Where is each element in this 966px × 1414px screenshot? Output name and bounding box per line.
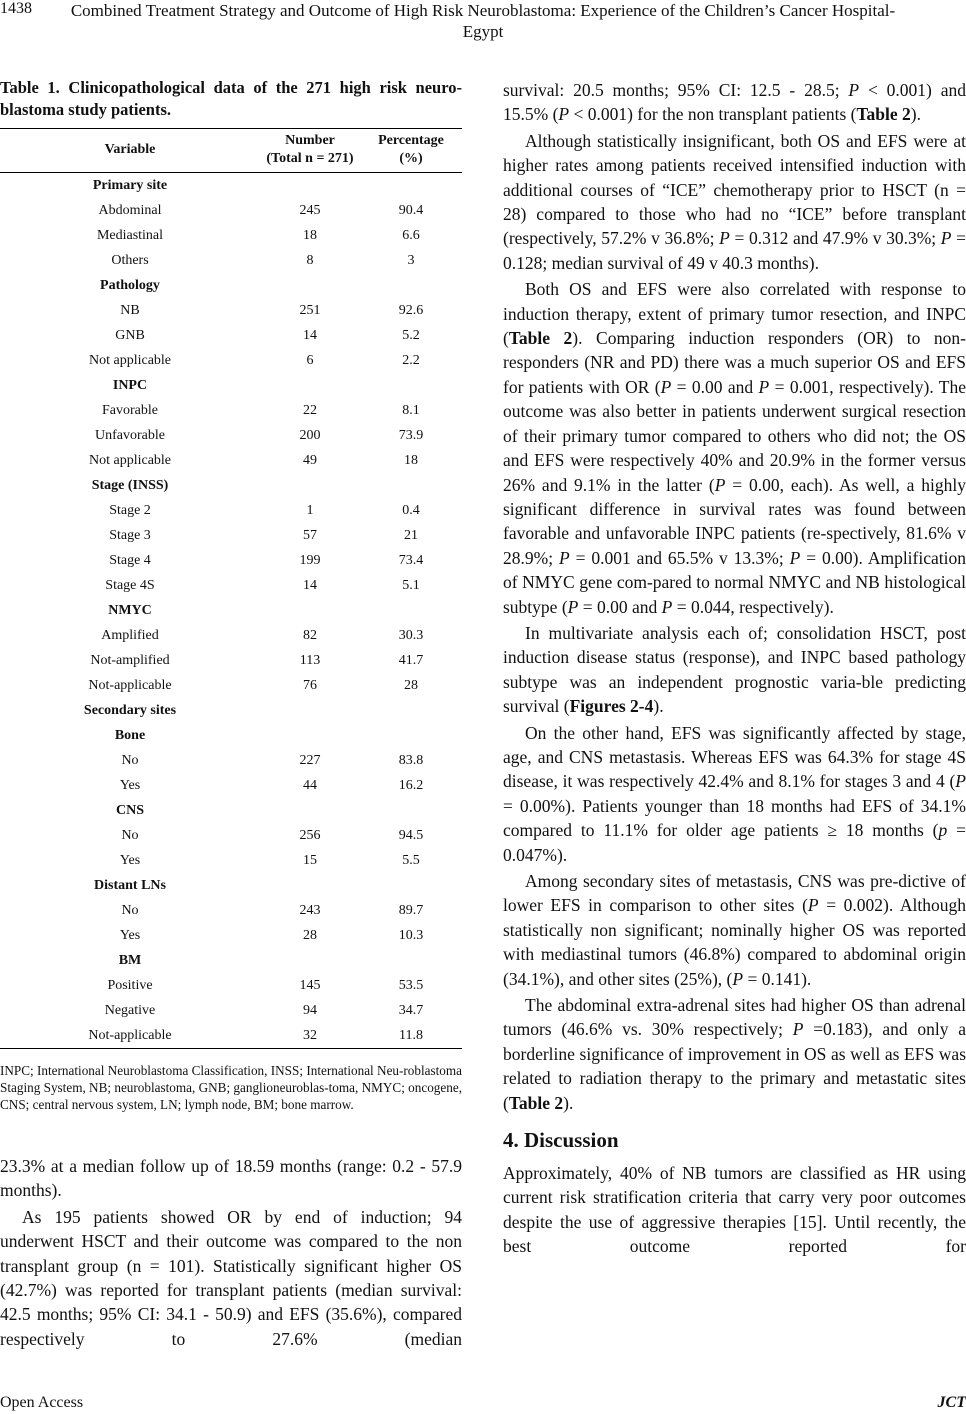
footer-journal: JCT [937, 1394, 966, 1411]
cell-label: BM [118, 952, 142, 968]
table-row [0, 448, 462, 473]
text-run: Although statistically insignificant, both OS and EFS were at higher rates among patients received intensified induction with additional courses of “ICE” chemotherapy prior to HSCT (n = 28) compared to those who had no “ICE” before transplant (respectively, 57.2% v 36.8%; [503, 130, 966, 249]
table-row [0, 648, 462, 673]
table-row [0, 498, 462, 523]
cell-n: 22 [303, 402, 317, 418]
cell-pct: 2.2 [402, 352, 420, 368]
cell-n: 1 [306, 502, 314, 518]
cell-pct: 16.2 [398, 777, 424, 793]
cell-n: 200 [299, 427, 321, 443]
table-row [0, 323, 462, 348]
table-header-row [0, 129, 462, 173]
paragraph [503, 277, 966, 619]
header-variable: Variable [104, 142, 156, 157]
text-run: = 0.141). [743, 968, 812, 989]
cell-n: 199 [299, 552, 321, 568]
cell-label: Mediastinal [96, 227, 164, 243]
table-row [0, 523, 462, 548]
cell-label: Not-applicable [88, 677, 172, 693]
cell-label: Others [111, 252, 149, 268]
table-group-row [0, 473, 462, 498]
paragraph [503, 1161, 966, 1259]
italic-run: P [940, 228, 952, 249]
header-percentage-label: Percentage [378, 133, 444, 148]
cell-pct: 92.6 [398, 302, 424, 318]
table-row [0, 823, 462, 848]
table-row [0, 198, 462, 223]
text-run: = 0.00 and [671, 376, 759, 397]
table-caption: Table 1. Clinicopathological data of the 271 high risk neuro-blastoma study patients. [0, 78, 462, 119]
cell-pct: 94.5 [398, 827, 424, 843]
cell-pct: 73.9 [398, 427, 424, 443]
table-row [0, 898, 462, 923]
text-run: ). Comparing induction responders (OR) to non-responders (NR and PD) there was a much superior OS and EFS for patients with OR ( [503, 328, 966, 397]
cell-label: No [121, 752, 139, 768]
cell-label: No [121, 902, 139, 918]
text-run: = 0.128; median survival of 49 v 40.3 months). [503, 228, 966, 273]
cell-label: Negative [104, 1002, 156, 1018]
cell-n: 82 [303, 627, 317, 643]
cell-label: Amplified [101, 627, 159, 643]
cell-pct: 30.3 [398, 627, 424, 643]
table-group-row [0, 273, 462, 298]
text-run: On the other hand, EFS was significantly affected by stage, age, and CNS metastasis. Whereas EFS was 64.3% for stage 4S disease, it was respectively 42.4% and 8.1% for stages 3 and 4 ( [503, 722, 966, 792]
text-run: = 0.00%). Patients younger than 18 months had EFS of 34.1% compared to 11.1% for older age patients ≥ 18 months ( [503, 795, 966, 841]
cell-n: 49 [303, 452, 317, 468]
table-group-row [0, 723, 462, 748]
cell-n: 227 [299, 752, 321, 768]
table-row [0, 223, 462, 248]
cell-label: Stage 4 [109, 552, 151, 568]
header-number [260, 129, 360, 173]
paragraph [0, 1205, 462, 1351]
table-row [0, 623, 462, 648]
cell-n: 15 [303, 852, 317, 868]
reference-link[interactable]: Table 2 [508, 1092, 564, 1113]
text-run: The abdominal extra-adrenal sites had higher OS than adrenal tumors (46.6% vs. 30% respectively; [503, 995, 966, 1040]
cell-pct: 5.1 [402, 577, 420, 593]
cell-label: Favorable [102, 402, 158, 418]
text-run: ). [653, 696, 664, 717]
cell-label: Distant LNs [94, 877, 166, 893]
cell-label: Not-amplified [90, 652, 170, 668]
cell-label: Bone [114, 727, 146, 743]
header-number-label: Number [285, 133, 335, 148]
italic-run: p [938, 820, 948, 841]
cell-n: 6 [306, 352, 314, 368]
cell-pct: 5.5 [402, 852, 420, 868]
cell-label: Pathology [100, 277, 160, 293]
italic-run: P [789, 547, 801, 568]
cell-label: CNS [115, 802, 144, 818]
cell-n: 113 [299, 652, 321, 668]
table-row [0, 673, 462, 698]
table-group-row [0, 873, 462, 898]
italic-run: P [714, 474, 726, 495]
cell-pct: 18 [404, 452, 418, 468]
cell-pct: 83.8 [398, 752, 424, 768]
text-run: < 0.001) for the non transplant patients ( [569, 104, 857, 125]
cell-label: Stage 3 [109, 527, 151, 543]
paragraph [503, 129, 966, 275]
running-title: Combined Treatment Strategy and Outcome of High Risk Neuroblastoma: Experience of the Children’s Cancer Hospital-Egypt [70, 1, 896, 41]
cell-pct: 11.8 [399, 1027, 423, 1043]
table-row [0, 773, 462, 798]
italic-run: P [807, 895, 819, 916]
cell-n: 76 [303, 677, 317, 693]
italic-run: P [792, 1019, 804, 1040]
cell-pct: 3 [407, 252, 415, 268]
table-row [0, 1023, 462, 1049]
text-run: Approximately, 40% of NB tumors are classified as HR using current risk stratification criteria that carry very poor outcomes despite the use of aggressive therapies [15]. Until recently, the best outcome reported for [503, 1163, 966, 1257]
cell-label: Stage (INSS) [91, 477, 169, 493]
left-column-body [0, 1154, 462, 1353]
footer-open-access: Open Access [0, 1394, 84, 1411]
header-percentage-sub: (%) [399, 151, 423, 166]
text-run: = 0.001, respectively). The outcome was also better in patients underwent surgical resection of their primary tumor compared to others who did not; the OS and EFS were respectively 40% and 20.9% in the former versus 26% and 9.1% in the latter ( [503, 376, 966, 495]
cell-n: 251 [299, 302, 321, 318]
text-run: survival: 20.5 months; 95% CI: 12.5 - 28.5; [503, 80, 849, 100]
cell-pct: 34.7 [398, 1002, 424, 1018]
table-row [0, 848, 462, 873]
text-run: Both OS and EFS were also correlated with response to induction therapy, extent of primary tumor resection, and INPC ( [503, 279, 966, 349]
italic-run: P [732, 968, 744, 989]
italic-run: P [848, 80, 860, 100]
cell-n: 14 [303, 577, 317, 593]
cell-pct: 6.6 [402, 227, 420, 243]
cell-label: NMYC [108, 602, 152, 618]
text-run: In multivariate analysis each of; consolidation HSCT, post induction disease status (response), and INPC based pathology subtype was an independent prognostic varia-ble predicting survival ( [503, 622, 966, 717]
reference-link[interactable]: Figures 2-4 [569, 696, 654, 717]
table-row [0, 398, 462, 423]
table-row [0, 248, 462, 273]
italic-run: P [567, 596, 579, 617]
cell-n: 243 [299, 902, 321, 918]
cell-label: INPC [112, 377, 148, 393]
cell-pct: 53.5 [398, 977, 424, 993]
cell-label: Not applicable [88, 452, 172, 468]
cell-label: Abdominal [98, 202, 162, 218]
clinicopathological-table [0, 128, 462, 1049]
italic-run: P [661, 596, 673, 617]
text-run: = 0.312 and 47.9% v 30.3%; [729, 228, 941, 249]
text-run: As 195 patients showed OR by end of induction; 94 underwent HSCT and their outcome was compared to the non transplant group (n = 101). Statistically significant higher OS (42.7%) was reported for transplant patients (median survival: 42.5 months; 95% CI: 34.1 - 50.9) and EFS (35.6%), compared respectively to 27.6% (median [0, 1206, 462, 1349]
cell-n: 94 [303, 1002, 317, 1018]
cell-label: GNB [115, 327, 145, 343]
cell-n: 44 [303, 777, 317, 793]
italic-run: P [660, 376, 672, 397]
table-group-row [0, 173, 462, 199]
header-percentage [360, 129, 462, 173]
table-row [0, 423, 462, 448]
cell-pct: 73.4 [398, 552, 424, 568]
text-run: Among secondary sites of metastasis, CNS was pre-dictive of lower EFS in comparison to other sites ( [503, 871, 966, 916]
cell-label: Not-applicable [88, 1027, 172, 1043]
cell-n: 57 [303, 527, 317, 543]
text-run: ). [910, 104, 921, 125]
section-heading: 4. Discussion [503, 1128, 619, 1153]
cell-n: 28 [303, 927, 317, 943]
cell-label: Stage 4S [105, 577, 155, 593]
cell-n: 145 [299, 977, 321, 993]
paragraph [503, 721, 966, 867]
table-row [0, 748, 462, 773]
cell-pct: 10.3 [398, 927, 424, 943]
italic-run: P [558, 547, 570, 568]
text-run: = 0.00). Amplification of NMYC gene com-pared to normal NMYC and NB histological subtype ( [503, 547, 966, 617]
cell-n: 8 [306, 252, 314, 268]
cell-pct: 41.7 [398, 652, 424, 668]
paragraph [0, 1154, 462, 1203]
text-run: = 0.044, respectively). [672, 596, 834, 617]
cell-label: NB [120, 302, 140, 318]
cell-pct: 90.4 [398, 202, 424, 218]
cell-pct: 0.4 [402, 502, 420, 518]
cell-label: Unfavorable [95, 427, 165, 443]
cell-label: Yes [119, 927, 141, 943]
cell-pct: 28 [404, 677, 418, 693]
cell-label: Yes [119, 777, 141, 793]
text-run: =0.183), and only a borderline significance of improvement in OS as well as EFS was related to radiation therapy to the primary and metastatic sites ( [503, 1019, 966, 1113]
reference-link[interactable]: Table 2 [856, 104, 911, 125]
text-run: < 0.001) and 15.5% ( [503, 80, 966, 125]
cell-n: 32 [303, 1027, 317, 1043]
italic-run: P [558, 104, 570, 125]
cell-n: 256 [299, 827, 321, 843]
text-run: = 0.001 and 65.5% v 13.3%; [569, 547, 790, 568]
cell-label: Positive [107, 977, 153, 993]
cell-label: Primary site [92, 177, 168, 193]
text-run: 23.3% at a median follow up of 18.59 months (range: 0.2 - 57.9 months). [0, 1156, 462, 1201]
text-run: = 0.002). Although statistically non significant; nominally higher OS was reported with mediastinal tumors (46.8%) compared to abdominal origin (34.1%), and other sites (25%), ( [503, 895, 966, 989]
table-footnote: INPC; International Neuroblastoma Classification, INSS; International Neu-roblastoma Staging System, NB; neuroblastoma, GNB; ganglioneuroblas-toma, NMYC; oncogene, CNS; central nervous system, LN; lymph node, BM; bone marrow. [0, 1063, 462, 1112]
text-run: = 0.00 and [578, 596, 662, 617]
page-number: 1438 [0, 0, 32, 17]
table-row [0, 923, 462, 948]
header-number-sub: (Total n = 271) [266, 151, 354, 166]
cell-pct: 5.2 [402, 327, 420, 343]
table-group-row [0, 698, 462, 723]
paragraph [503, 621, 966, 719]
table-row [0, 348, 462, 373]
text-run: ). [563, 1092, 574, 1113]
cell-label: No [121, 827, 139, 843]
page-footer [0, 1394, 966, 1412]
table-row [0, 298, 462, 323]
table-row [0, 973, 462, 998]
cell-label: Stage 2 [109, 502, 151, 518]
table-group-row [0, 373, 462, 398]
reference-link[interactable]: Table 2 [508, 328, 573, 349]
right-column-body [503, 78, 966, 1261]
table-group-row [0, 598, 462, 623]
table-group-row [0, 948, 462, 973]
cell-label: Yes [119, 852, 141, 868]
italic-run: P [719, 228, 730, 249]
italic-run: P [955, 771, 966, 792]
cell-pct: 8.1 [402, 402, 420, 418]
cell-n: 245 [299, 202, 321, 218]
cell-label: Not applicable [88, 352, 172, 368]
text-run: = 0.00, each). As well, a highly significant difference in survival rates was found between favorable and unfavorable INPC patients (re-spectively, 81.6% v 28.9%; [503, 474, 966, 568]
text-run: = 0.047%). [503, 820, 966, 865]
cell-pct: 89.7 [398, 902, 424, 918]
table-row [0, 998, 462, 1023]
table-body [0, 173, 462, 1049]
table-group-row [0, 798, 462, 823]
paragraph [503, 869, 966, 991]
cell-pct: 21 [404, 527, 418, 543]
paragraph [503, 78, 966, 127]
cell-n: 14 [303, 327, 317, 343]
paragraph [503, 993, 966, 1115]
cell-n: 18 [303, 227, 317, 243]
cell-label: Secondary sites [83, 702, 177, 718]
italic-run: P [758, 376, 770, 397]
table-row [0, 548, 462, 573]
table-row [0, 573, 462, 598]
